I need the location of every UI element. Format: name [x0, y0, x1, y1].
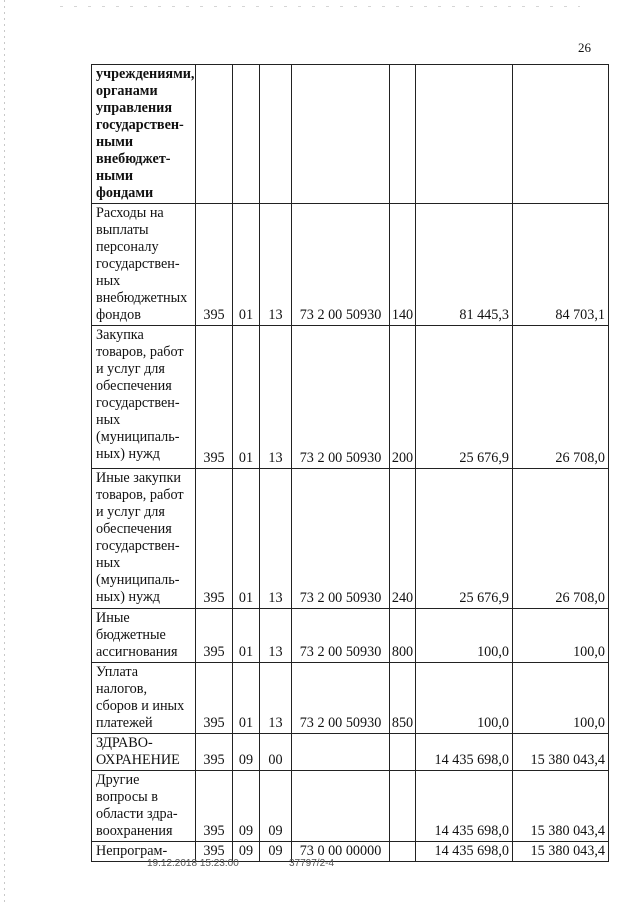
- cell-code: [196, 65, 233, 204]
- cell-subsection: 13: [260, 204, 292, 326]
- footer-doc-id: 37797/2-4: [289, 858, 335, 869]
- cell-type: [390, 734, 416, 771]
- cell-code: 395: [196, 734, 233, 771]
- cell-target: 73 2 00 50930: [292, 663, 390, 734]
- row-name-text: ЗДРАВО-ОХРАНЕНИЕ: [96, 735, 180, 768]
- cell-section: [233, 65, 260, 204]
- row-name: [92, 65, 196, 204]
- footer-timestamp: 19.12.2018 15:23:00: [147, 858, 239, 869]
- row-name-text: Иные закупки товаров, работ и услуг для обеспечения государствен-ных (муниципаль-ных) нужд: [96, 470, 184, 605]
- row-name: [92, 734, 196, 771]
- cell-sum-2: 100,0: [513, 609, 609, 663]
- page-number: 26: [578, 40, 591, 55]
- cell-code: 395: [196, 663, 233, 734]
- table-row: [92, 609, 609, 663]
- cell-subsection: 13: [260, 469, 292, 609]
- cell-target: [292, 734, 390, 771]
- table-body: [92, 65, 609, 862]
- cell-subsection: 09: [260, 842, 292, 862]
- row-name: [92, 204, 196, 326]
- cell-subsection: 13: [260, 609, 292, 663]
- cell-section: 09: [233, 771, 260, 842]
- cell-sum-1: [416, 65, 513, 204]
- cell-subsection: [260, 65, 292, 204]
- cell-type: 850: [390, 663, 416, 734]
- cell-sum-1: 25 676,9: [416, 469, 513, 609]
- cell-section: 01: [233, 469, 260, 609]
- cell-section: 01: [233, 204, 260, 326]
- budget-table: [91, 64, 609, 862]
- table-row: [92, 771, 609, 842]
- table-row: [92, 469, 609, 609]
- row-name: [92, 771, 196, 842]
- cell-sum-1: 14 435 698,0: [416, 734, 513, 771]
- cell-target: 73 2 00 50930: [292, 469, 390, 609]
- cell-subsection: 00: [260, 734, 292, 771]
- row-name-text: Непрограм-: [96, 843, 168, 859]
- cell-sum-2: 100,0: [513, 663, 609, 734]
- cell-sum-1: 100,0: [416, 663, 513, 734]
- cell-target: 73 0 00 00000: [292, 842, 390, 862]
- cell-target: 73 2 00 50930: [292, 609, 390, 663]
- scan-edge-left: [4, 0, 5, 905]
- table-row: [92, 204, 609, 326]
- cell-subsection: 13: [260, 326, 292, 469]
- row-name-text: Иные бюджетные ассигнования: [96, 610, 178, 660]
- cell-section: 01: [233, 663, 260, 734]
- cell-code: 395: [196, 326, 233, 469]
- cell-target: 73 2 00 50930: [292, 326, 390, 469]
- cell-code: 395: [196, 469, 233, 609]
- cell-sum-2: 84 703,1: [513, 204, 609, 326]
- cell-code: 395: [196, 204, 233, 326]
- cell-target: 73 2 00 50930: [292, 204, 390, 326]
- cell-type: [390, 771, 416, 842]
- cell-type: 240: [390, 469, 416, 609]
- cell-sum-2: 26 708,0: [513, 326, 609, 469]
- table-row: [92, 65, 609, 204]
- table-row: [92, 734, 609, 771]
- cell-subsection: 13: [260, 663, 292, 734]
- cell-type: 200: [390, 326, 416, 469]
- table-row: [92, 663, 609, 734]
- row-name: [92, 663, 196, 734]
- cell-section: 01: [233, 609, 260, 663]
- cell-sum-2: 26 708,0: [513, 469, 609, 609]
- row-name-text: Другие вопросы в области здра-воохранения: [96, 772, 178, 839]
- cell-sum-1: 14 435 698,0: [416, 842, 513, 862]
- cell-section: 09: [233, 842, 260, 862]
- row-name-text: Уплата налогов, сборов и иных платежей: [96, 664, 185, 731]
- cell-target: [292, 771, 390, 842]
- cell-section: 09: [233, 734, 260, 771]
- table-row: [92, 326, 609, 469]
- row-name-text: учреждениями, органами управления государствен-ными внебюджет-ными фондами: [96, 66, 195, 201]
- row-name: [92, 326, 196, 469]
- cell-section: 01: [233, 326, 260, 469]
- cell-subsection: 09: [260, 771, 292, 842]
- cell-code: 395: [196, 842, 233, 862]
- cell-type: [390, 842, 416, 862]
- cell-target: [292, 65, 390, 204]
- cell-code: 395: [196, 771, 233, 842]
- cell-sum-1: 81 445,3: [416, 204, 513, 326]
- cell-sum-2: 15 380 043,4: [513, 734, 609, 771]
- cell-sum-2: [513, 65, 609, 204]
- cell-sum-2: 15 380 043,4: [513, 842, 609, 862]
- scan-edge-top: [60, 6, 580, 7]
- row-name-text: Закупка товаров, работ и услуг для обеспечения государствен-ных (муниципаль-ных) нужд: [96, 327, 184, 462]
- cell-type: 140: [390, 204, 416, 326]
- row-name-text: Расходы на выплаты персоналу государствен-ных внебюджетных фондов: [96, 205, 188, 323]
- cell-sum-2: 15 380 043,4: [513, 771, 609, 842]
- cell-code: 395: [196, 609, 233, 663]
- row-name: [92, 469, 196, 609]
- cell-type: [390, 65, 416, 204]
- cell-type: 800: [390, 609, 416, 663]
- cell-sum-1: 14 435 698,0: [416, 771, 513, 842]
- cell-sum-1: 25 676,9: [416, 326, 513, 469]
- row-name: [92, 609, 196, 663]
- cell-sum-1: 100,0: [416, 609, 513, 663]
